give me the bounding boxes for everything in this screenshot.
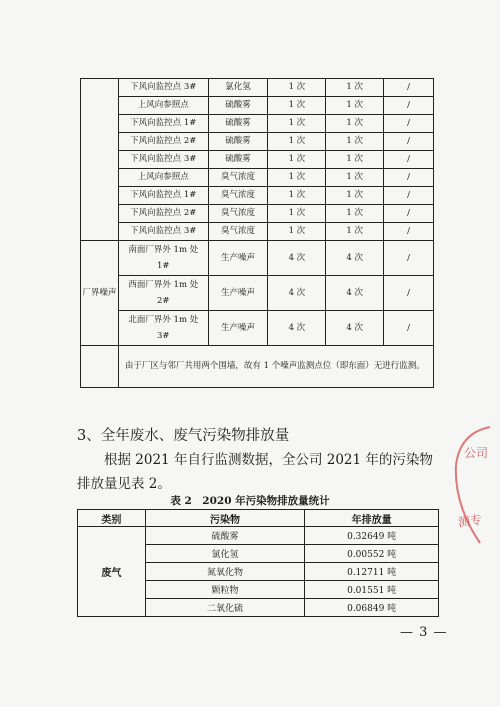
table-cell: 氯化氢: [208, 79, 268, 97]
table-cell: 1 次: [326, 151, 384, 169]
table-row: [81, 115, 434, 133]
table-cell: 0.32649 吨: [305, 527, 439, 545]
column-header: 类别: [78, 510, 146, 527]
table-row: [81, 151, 434, 169]
table-cell: 0.12711 吨: [305, 563, 439, 581]
table-cell: 生产噪声: [208, 241, 268, 276]
table-row: [81, 169, 434, 187]
section-heading: 3、全年废水、废气污染物排放量: [77, 428, 290, 444]
column-header: 年排放量: [305, 510, 439, 527]
table-cell: 1 次: [326, 115, 384, 133]
table-row: [81, 311, 434, 346]
table-cell: /: [384, 276, 434, 311]
table-cell: 1 次: [268, 151, 326, 169]
table-cell: 1 次: [268, 169, 326, 187]
table-cell: 4 次: [326, 241, 384, 276]
category-cell: 厂界噪声: [81, 241, 119, 346]
table-cell: 1 次: [326, 79, 384, 97]
table-cell: 硫酸雾: [208, 97, 268, 115]
table-note: 由于厂区与邻厂共用两个围墙，故有 1 个噪声监测点位（即东面）无进行监测。: [118, 346, 433, 388]
table-row: [78, 527, 439, 545]
table-cell: 下风向监控点 3#: [118, 151, 208, 169]
table-cell: 硫酸雾: [208, 151, 268, 169]
table-cell: 南面厂界外 1m 处 1#: [118, 241, 208, 276]
table-cell: 1 次: [268, 133, 326, 151]
table-cell: 北面厂界外 1m 处 3#: [118, 311, 208, 346]
table-cell: 1 次: [268, 115, 326, 133]
red-seal-stamp: [450, 425, 500, 549]
table-cell: 4 次: [326, 311, 384, 346]
table-cell: 下风向监控点 2#: [118, 133, 208, 151]
page-number: — 3 —: [400, 625, 448, 640]
table-row: [81, 79, 434, 97]
table-cell: /: [384, 187, 434, 205]
table-cell: 0.01551 吨: [305, 581, 439, 599]
table-cell: 4 次: [268, 276, 326, 311]
table-cell: 下风向监控点 3#: [118, 79, 208, 97]
table-cell: /: [384, 223, 434, 241]
svg-text:测专: 测专: [457, 512, 483, 530]
table-note-row: [81, 346, 434, 388]
table-cell: 0.00552 吨: [305, 545, 439, 563]
table-row: [81, 97, 434, 115]
svg-text:公司: 公司: [464, 446, 489, 460]
table-cell: 硫酸雾: [208, 133, 268, 151]
table-row: [81, 276, 434, 311]
table-cell: 臭气浓度: [208, 223, 268, 241]
table-row: [81, 133, 434, 151]
table-cell: /: [384, 205, 434, 223]
table-row: [81, 241, 434, 276]
table-cell: /: [384, 97, 434, 115]
table-cell: /: [384, 241, 434, 276]
table-cell: /: [384, 115, 434, 133]
table-cell: 下风向监控点 1#: [118, 115, 208, 133]
table-cell: [81, 346, 119, 388]
table-cell: 臭气浓度: [208, 169, 268, 187]
table-cell: 1 次: [326, 133, 384, 151]
table-cell: 1 次: [268, 187, 326, 205]
body-paragraph: 根据 2021 年自行监测数据，全公司 2021 年的污染物排放量见表 2。: [77, 452, 433, 492]
category-cell: 废气: [78, 527, 146, 617]
table-cell: 4 次: [268, 311, 326, 346]
table-cell: 生产噪声: [208, 276, 268, 311]
table-cell: 1 次: [326, 223, 384, 241]
table-cell: 硫酸雾: [145, 527, 305, 545]
table-cell: 1 次: [268, 79, 326, 97]
table-cell: 1 次: [268, 223, 326, 241]
table-cell: 1 次: [268, 97, 326, 115]
table-cell: 颗粒物: [145, 581, 305, 599]
table-cell: 下风向监控点 2#: [118, 205, 208, 223]
table-cell: /: [384, 311, 434, 346]
table-cell: 下风向监控点 3#: [118, 223, 208, 241]
table-row: [81, 187, 434, 205]
table-cell: 0.06849 吨: [305, 599, 439, 617]
table-cell: 硫酸雾: [208, 115, 268, 133]
table-cell: 二氧化硫: [145, 599, 305, 617]
table-cell: 上风向参照点: [118, 97, 208, 115]
table-cell: /: [384, 151, 434, 169]
table-row: [81, 223, 434, 241]
table-cell: 1 次: [326, 169, 384, 187]
table-cell: 上风向参照点: [118, 169, 208, 187]
table-cell: 氯化氢: [145, 545, 305, 563]
table-cell: 4 次: [268, 241, 326, 276]
monitoring-frequency-table: [80, 78, 434, 388]
table-cell: 4 次: [326, 276, 384, 311]
table-cell: 1 次: [326, 187, 384, 205]
table-cell: 1 次: [326, 205, 384, 223]
category-cell: [81, 79, 119, 241]
table-cell: 臭气浓度: [208, 205, 268, 223]
table-caption: 表 2 2020 年污染物排放量统计: [170, 495, 330, 507]
column-header: 污染物: [145, 510, 305, 527]
table-header-row: [78, 510, 439, 527]
table-cell: 1 次: [268, 205, 326, 223]
table-cell: 西面厂界外 1m 处 2#: [118, 276, 208, 311]
table-cell: /: [384, 79, 434, 97]
table-cell: 臭气浓度: [208, 187, 268, 205]
emission-statistics-table: [77, 509, 439, 617]
table-cell: /: [384, 169, 434, 187]
table-cell: 下风向监控点 1#: [118, 187, 208, 205]
table-cell: 生产噪声: [208, 311, 268, 346]
table-cell: 氮氧化物: [145, 563, 305, 581]
table-cell: 1 次: [326, 97, 384, 115]
table-cell: /: [384, 133, 434, 151]
table-row: [81, 205, 434, 223]
